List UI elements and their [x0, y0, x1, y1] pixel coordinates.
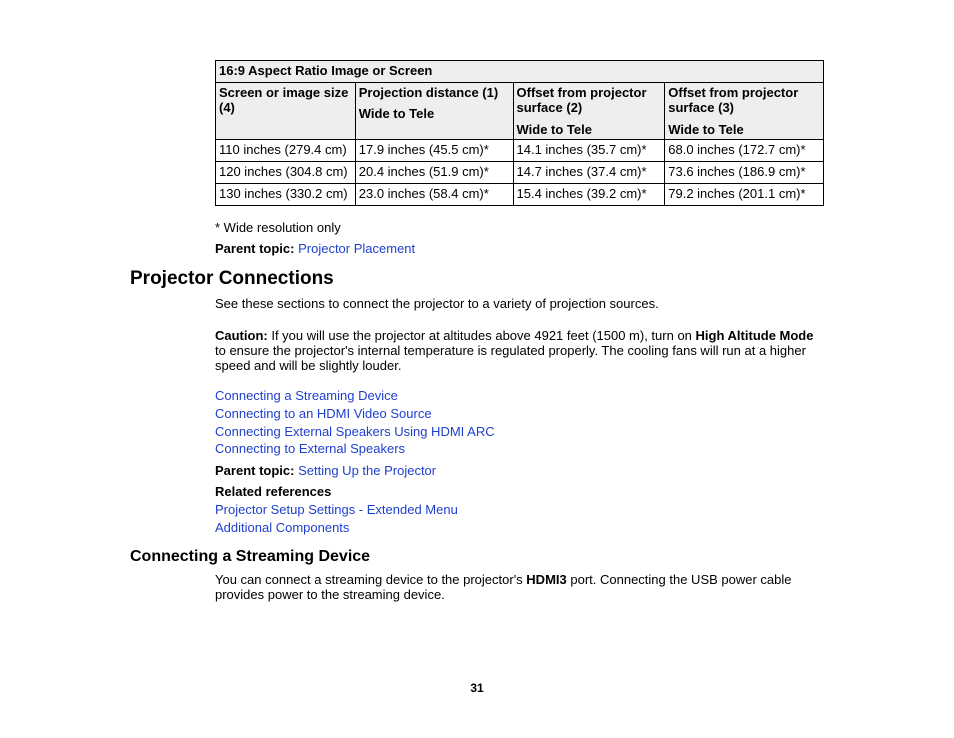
table-cell: 17.9 inches (45.5 cm)* [355, 140, 513, 162]
subsection-heading: Connecting a Streaming Device [130, 548, 371, 565]
header-label: Offset from projector surface (3) [668, 85, 799, 115]
table-cell: 15.4 inches (39.2 cm)* [513, 184, 665, 206]
related-references-label: Related references [215, 484, 332, 499]
table-header-cell [216, 83, 356, 140]
table-row [216, 140, 824, 162]
table-cell: 110 inches (279.4 cm) [216, 140, 356, 162]
table-header-cell [513, 83, 665, 140]
table-cell: 130 inches (330.2 cm) [216, 184, 356, 206]
section-heading: Projector Connections [130, 268, 334, 289]
parent-topic-label: Parent topic: [215, 463, 295, 478]
section-intro: See these sections to connect the projector to a variety of projection sources. [215, 296, 659, 311]
subsection-body [215, 572, 825, 602]
header-label: Offset from projector surface (2) [516, 85, 647, 115]
topic-link[interactable]: Connecting External Speakers Using HDMI ARC [215, 424, 495, 439]
caution-text: If you will use the projector at altitudes above 4921 feet (1500 m), turn on [267, 328, 696, 343]
related-link[interactable]: Additional Components [215, 520, 350, 535]
header-sublabel: Wide to Tele [516, 122, 592, 137]
related-link[interactable]: Projector Setup Settings - Extended Menu [215, 502, 458, 517]
table-title: 16:9 Aspect Ratio Image or Screen [216, 61, 824, 83]
table-cell: 73.6 inches (186.9 cm)* [665, 162, 824, 184]
parent-topic-link[interactable]: Setting Up the Projector [298, 463, 437, 478]
table-cell: 23.0 inches (58.4 cm)* [355, 184, 513, 206]
header-sublabel: Wide to Tele [668, 122, 744, 137]
header-label: Projection distance (1) [358, 85, 499, 100]
body-text: You can connect a streaming device to the projector's [215, 572, 527, 587]
header-label: Screen or image size (4) [219, 85, 349, 115]
header-sublabel: Wide to Tele [358, 106, 435, 121]
table-row [216, 162, 824, 184]
caution-paragraph [215, 328, 825, 373]
topic-link[interactable]: Connecting to External Speakers [215, 441, 406, 456]
parent-topic [215, 463, 436, 478]
body-text: port. Connecting the USB power cable provides power to the streaming device. [215, 572, 792, 602]
table-cell: 120 inches (304.8 cm) [216, 162, 356, 184]
table-cell: 68.0 inches (172.7 cm)* [665, 140, 824, 162]
table-header-row [216, 83, 824, 140]
topic-link[interactable]: Connecting to an HDMI Video Source [215, 406, 432, 421]
table-header-cell [355, 83, 513, 140]
table-cell: 14.1 inches (35.7 cm)* [513, 140, 665, 162]
parent-topic [215, 241, 415, 256]
aspect-ratio-table [215, 60, 824, 206]
caution-emphasis: High Altitude Mode [695, 328, 814, 343]
table-title-row [216, 61, 824, 83]
caution-note [215, 328, 825, 373]
table-header-cell [665, 83, 824, 140]
caution-label: Caution: [215, 328, 268, 343]
parent-topic-link[interactable]: Projector Placement [298, 241, 416, 256]
parent-topic-label: Parent topic: [215, 241, 295, 256]
table-row [216, 184, 824, 206]
table-cell: 79.2 inches (201.1 cm)* [665, 184, 824, 206]
table-cell: 14.7 inches (37.4 cm)* [513, 162, 665, 184]
caution-text: to ensure the projector's internal temperature is regulated properly. The cooling fans will run at a higher speed and will be slightly louder. [215, 343, 806, 373]
footnote: * Wide resolution only [215, 220, 341, 235]
port-name: HDMI3 [526, 572, 567, 587]
page-number: 31 [470, 681, 484, 695]
topic-link[interactable]: Connecting a Streaming Device [215, 388, 398, 403]
table-cell: 20.4 inches (51.9 cm)* [355, 162, 513, 184]
subsection-paragraph [215, 572, 825, 602]
